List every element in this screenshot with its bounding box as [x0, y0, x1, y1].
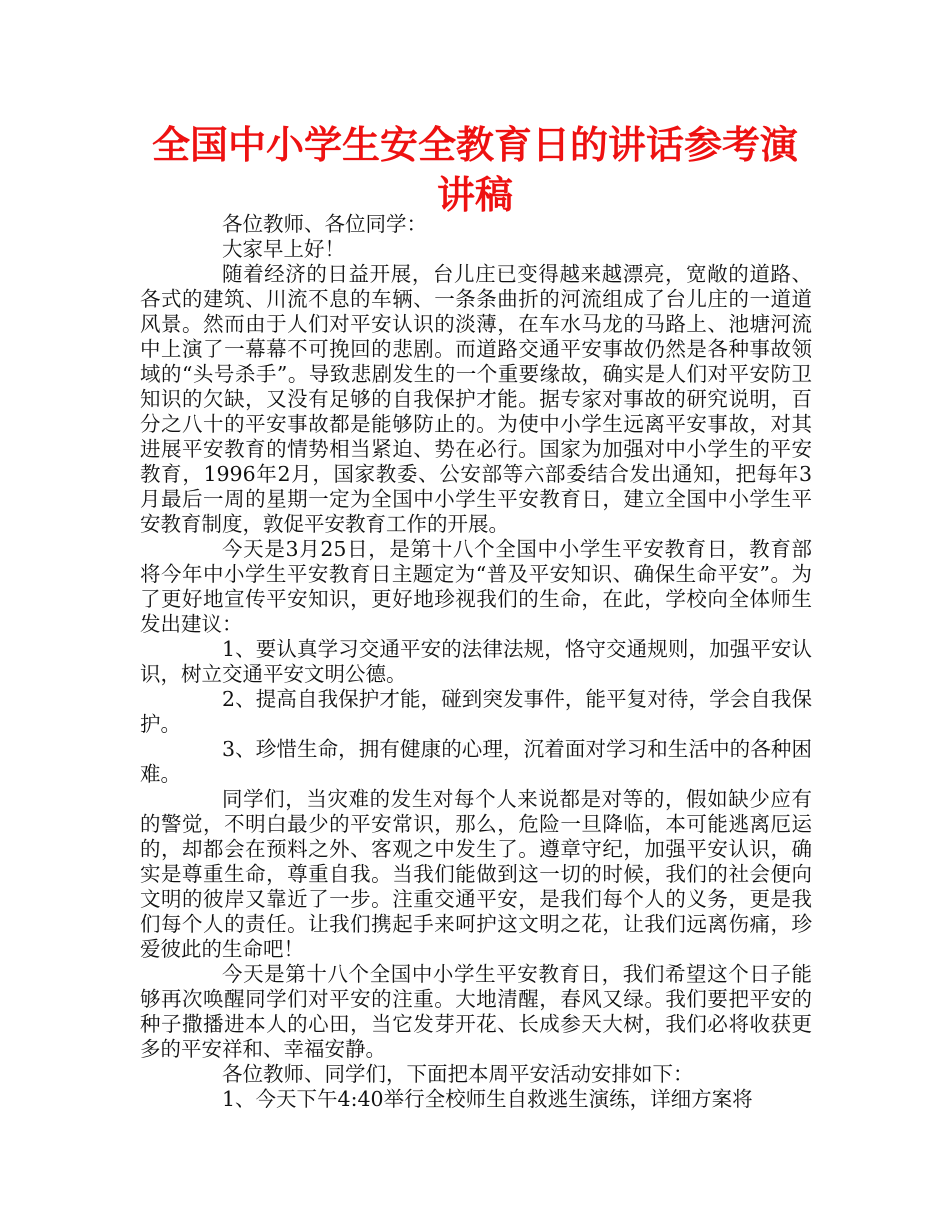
body-paragraph: 今天是第十八个全国中小学生平安教育日，我们希望这个日子能够再次唤醒同学们对平安的注重。大地清醒，春风又绿。我们要把平安的种子撒播进本人的心田，当它发芽开花、长成参天大树，我们必将收获更多的平安祥和、幸福安静。: [140, 962, 812, 1061]
body-paragraph: 今天是3月25日，是第十八个全国中小学生平安教育日，教育部将今年中小学生平安教育日主题定为“普及平安知识、确保生命平安”。为了更好地宣传平安知识，更好地珍视我们的生命，在此，学校向全体师生发出建议：: [140, 537, 812, 636]
greeting-paragraph: 大家早上好！: [222, 237, 345, 261]
document-body: [140, 212, 812, 1112]
list-item-paragraph: 1、今天下午4:40举行全校师生自救逃生演练，详细方案将: [222, 1087, 753, 1111]
list-item-paragraph: 1、要认真学习交通平安的法律法规，恪守交通规则，加强平安认识，树立交通平安文明公德。: [140, 637, 812, 686]
greeting-paragraph: 各位教师、各位同学：: [222, 212, 427, 236]
list-item-paragraph: 3、珍惜生命，拥有健康的心理，沉着面对学习和生活中的各种困难。: [140, 737, 812, 786]
body-paragraph: 随着经济的日益开展，台儿庄已变得越来越漂亮，宽敞的道路、各式的建筑、川流不息的车辆、一条条曲折的河流组成了台儿庄的一道道风景。然而由于人们对平安认识的淡薄，在车水马龙的马路上、池塘河流中上演了一幕幕不可挽回的悲剧。而道路交通平安事故仍然是各种事故领域的“头号杀手”。导致悲剧发生的一个重要缘故，确实是人们对平安防卫知识的欠缺，又没有足够的自我保护才能。据专家对事故的研究说明，百分之八十的平安事故都是能够防止的。为使中小学生远离平安事故，对其进展平安教育的情势相当紧迫、势在必行。国家为加强对中小学生的平安教育，1996年2月，国家教委、公安部等六部委结合发出通知，把每年3月最后一周的星期一定为全国中小学生平安教育日，建立全国中小学生平安教育制度，敦促平安教育工作的开展。: [140, 262, 812, 536]
body-paragraph: 各位教师、同学们，下面把本周平安活动安排如下：: [222, 1062, 694, 1086]
body-paragraph: 同学们，当灾难的发生对每个人来说都是对等的，假如缺少应有的警觉，不明白最少的平安常识，那么，危险一旦降临，本可能逃离厄运的，却都会在预料之外、客观之中发生了。遵章守纪，加强平安认识，确实是尊重生命，尊重自我。当我们能做到这一切的时候，我们的社会便向文明的彼岸又靠近了一步。注重交通平安，是我们每个人的义务，更是我们每个人的责任。让我们携起手来呵护这文明之花，让我们远离伤痛，珍爱彼此的生命吧！: [140, 787, 812, 961]
document-title: 全国中小学生安全教育日的讲话参考演讲稿: [151, 123, 798, 217]
list-item-paragraph: 2、提高自我保护才能，碰到突发事件，能平复对待，学会自我保护。: [140, 687, 812, 736]
